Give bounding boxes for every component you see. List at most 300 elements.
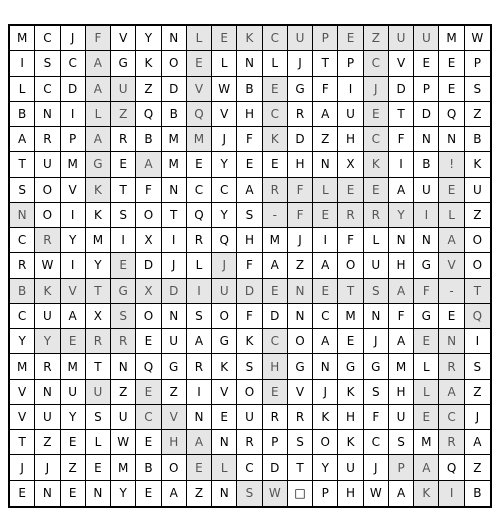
grid-cell[interactable]: E: [364, 178, 389, 203]
grid-cell[interactable]: U: [389, 405, 414, 430]
grid-cell[interactable]: R: [111, 329, 136, 354]
grid-cell[interactable]: B: [136, 127, 161, 152]
grid-cell[interactable]: A: [313, 253, 338, 278]
grid-cell[interactable]: U: [111, 77, 136, 102]
grid-cell[interactable]: W: [212, 77, 237, 102]
grid-cell[interactable]: Y: [35, 329, 60, 354]
grid-cell[interactable]: E: [111, 253, 136, 278]
grid-cell[interactable]: K: [86, 178, 111, 203]
grid-cell[interactable]: E: [263, 279, 288, 304]
grid-cell[interactable]: L: [10, 77, 35, 102]
grid-cell[interactable]: G: [414, 304, 439, 329]
grid-cell[interactable]: U: [364, 253, 389, 278]
grid-cell[interactable]: R: [35, 354, 60, 379]
grid-cell[interactable]: A: [187, 329, 212, 354]
grid-cell[interactable]: P: [61, 127, 86, 152]
grid-cell[interactable]: T: [313, 51, 338, 76]
grid-cell[interactable]: J: [364, 455, 389, 480]
grid-cell[interactable]: C: [35, 26, 60, 51]
grid-cell[interactable]: S: [364, 279, 389, 304]
grid-cell[interactable]: K: [313, 405, 338, 430]
grid-cell[interactable]: A: [313, 102, 338, 127]
grid-cell[interactable]: K: [86, 203, 111, 228]
grid-cell[interactable]: N: [187, 405, 212, 430]
grid-cell[interactable]: F: [338, 228, 363, 253]
grid-cell[interactable]: O: [465, 228, 490, 253]
grid-cell[interactable]: R: [439, 430, 464, 455]
grid-cell[interactable]: E: [263, 152, 288, 177]
grid-cell[interactable]: Q: [465, 304, 490, 329]
grid-cell[interactable]: P: [465, 51, 490, 76]
grid-cell[interactable]: E: [136, 430, 161, 455]
grid-cell[interactable]: Z: [35, 430, 60, 455]
grid-cell[interactable]: P: [313, 26, 338, 51]
grid-cell[interactable]: A: [389, 329, 414, 354]
grid-cell[interactable]: C: [263, 329, 288, 354]
grid-cell[interactable]: N: [111, 354, 136, 379]
grid-cell[interactable]: R: [187, 354, 212, 379]
grid-cell[interactable]: G: [288, 354, 313, 379]
grid-cell[interactable]: N: [35, 380, 60, 405]
grid-cell[interactable]: A: [389, 178, 414, 203]
grid-cell[interactable]: X: [136, 279, 161, 304]
grid-cell[interactable]: I: [111, 228, 136, 253]
grid-cell[interactable]: H: [237, 102, 262, 127]
grid-cell[interactable]: O: [313, 430, 338, 455]
grid-cell[interactable]: L: [439, 203, 464, 228]
grid-cell[interactable]: E: [237, 152, 262, 177]
grid-cell[interactable]: M: [162, 127, 187, 152]
grid-cell[interactable]: M: [263, 228, 288, 253]
grid-cell[interactable]: C: [10, 228, 35, 253]
grid-cell[interactable]: J: [10, 455, 35, 480]
grid-cell[interactable]: R: [86, 329, 111, 354]
grid-cell[interactable]: Y: [10, 329, 35, 354]
grid-cell[interactable]: E: [111, 152, 136, 177]
grid-cell[interactable]: J: [212, 253, 237, 278]
grid-cell[interactable]: W: [35, 253, 60, 278]
grid-cell[interactable]: I: [439, 481, 464, 506]
grid-cell[interactable]: E: [187, 152, 212, 177]
grid-cell[interactable]: -: [439, 279, 464, 304]
grid-cell[interactable]: A: [389, 481, 414, 506]
grid-cell[interactable]: V: [10, 380, 35, 405]
grid-cell[interactable]: K: [237, 26, 262, 51]
grid-cell[interactable]: -: [263, 203, 288, 228]
grid-cell[interactable]: I: [61, 102, 86, 127]
grid-cell[interactable]: V: [10, 405, 35, 430]
grid-cell[interactable]: I: [10, 51, 35, 76]
grid-cell[interactable]: E: [263, 77, 288, 102]
grid-cell[interactable]: H: [237, 228, 262, 253]
grid-cell[interactable]: A: [10, 127, 35, 152]
grid-cell[interactable]: F: [364, 405, 389, 430]
grid-cell[interactable]: U: [414, 26, 439, 51]
grid-cell[interactable]: E: [313, 203, 338, 228]
grid-cell[interactable]: N: [414, 127, 439, 152]
grid-cell[interactable]: H: [162, 430, 187, 455]
grid-cell[interactable]: K: [237, 329, 262, 354]
grid-cell[interactable]: M: [414, 430, 439, 455]
grid-cell[interactable]: L: [86, 430, 111, 455]
grid-cell[interactable]: B: [473, 486, 482, 501]
grid-cell[interactable]: E: [187, 455, 212, 480]
grid-cell[interactable]: E: [338, 26, 363, 51]
grid-cell[interactable]: N: [35, 481, 60, 506]
grid-cell[interactable]: T: [288, 455, 313, 480]
grid-cell[interactable]: R: [263, 178, 288, 203]
grid-cell[interactable]: I: [338, 77, 363, 102]
grid-cell[interactable]: E: [313, 279, 338, 304]
grid-cell[interactable]: U: [111, 405, 136, 430]
grid-cell[interactable]: R: [263, 405, 288, 430]
grid-cell[interactable]: J: [162, 253, 187, 278]
grid-cell[interactable]: J: [61, 26, 86, 51]
grid-cell[interactable]: O: [35, 203, 60, 228]
grid-cell[interactable]: V: [162, 405, 187, 430]
grid-cell[interactable]: B: [10, 279, 35, 304]
grid-cell[interactable]: E: [338, 329, 363, 354]
grid-cell[interactable]: E: [61, 329, 86, 354]
grid-cell[interactable]: N: [10, 203, 35, 228]
grid-cell[interactable]: □: [288, 481, 313, 506]
grid-cell[interactable]: D: [263, 455, 288, 480]
grid-cell[interactable]: Z: [162, 380, 187, 405]
grid-cell[interactable]: W: [111, 430, 136, 455]
grid-cell[interactable]: T: [162, 203, 187, 228]
grid-cell[interactable]: E: [212, 26, 237, 51]
grid-cell[interactable]: N: [389, 228, 414, 253]
grid-cell[interactable]: V: [439, 253, 464, 278]
grid-cell[interactable]: G: [212, 329, 237, 354]
grid-cell[interactable]: C: [61, 51, 86, 76]
grid-cell[interactable]: F: [389, 304, 414, 329]
grid-cell[interactable]: A: [439, 380, 464, 405]
grid-cell[interactable]: J: [288, 228, 313, 253]
grid-cell[interactable]: A: [237, 178, 262, 203]
grid-cell[interactable]: N: [414, 228, 439, 253]
grid-cell[interactable]: E: [439, 304, 464, 329]
grid-cell[interactable]: T: [389, 102, 414, 127]
grid-cell[interactable]: I: [162, 228, 187, 253]
grid-cell[interactable]: S: [237, 481, 262, 506]
grid-cell[interactable]: D: [389, 77, 414, 102]
grid-cell[interactable]: D: [263, 304, 288, 329]
grid-cell[interactable]: B: [10, 102, 35, 127]
grid-cell[interactable]: D: [61, 77, 86, 102]
grid-cell[interactable]: R: [338, 203, 363, 228]
grid-cell[interactable]: M: [389, 354, 414, 379]
grid-cell[interactable]: B: [414, 152, 439, 177]
grid-cell[interactable]: N: [288, 279, 313, 304]
grid-cell[interactable]: U: [86, 380, 111, 405]
grid-cell[interactable]: I: [187, 279, 212, 304]
grid-cell[interactable]: V: [389, 51, 414, 76]
grid-cell[interactable]: J: [364, 77, 389, 102]
grid-cell[interactable]: K: [35, 279, 60, 304]
grid-cell[interactable]: K: [338, 380, 363, 405]
grid-cell[interactable]: J: [313, 380, 338, 405]
grid-cell[interactable]: F: [288, 203, 313, 228]
grid-cell[interactable]: E: [136, 329, 161, 354]
grid-cell[interactable]: C: [237, 455, 262, 480]
grid-cell[interactable]: D: [136, 253, 161, 278]
grid-cell[interactable]: E: [338, 178, 363, 203]
grid-cell[interactable]: Y: [313, 455, 338, 480]
grid-cell[interactable]: C: [212, 178, 237, 203]
grid-cell[interactable]: G: [414, 253, 439, 278]
grid-cell[interactable]: G: [111, 51, 136, 76]
grid-cell[interactable]: J: [288, 51, 313, 76]
grid-cell[interactable]: L: [263, 51, 288, 76]
grid-cell[interactable]: R: [35, 228, 60, 253]
grid-cell[interactable]: X: [86, 304, 111, 329]
grid-cell[interactable]: M: [162, 152, 187, 177]
grid-cell[interactable]: N: [162, 304, 187, 329]
grid-cell[interactable]: E: [414, 329, 439, 354]
grid-cell[interactable]: V: [288, 380, 313, 405]
grid-cell[interactable]: U: [288, 26, 313, 51]
grid-cell[interactable]: A: [61, 304, 86, 329]
grid-cell[interactable]: F: [313, 77, 338, 102]
grid-cell[interactable]: N: [313, 152, 338, 177]
grid-cell[interactable]: C: [439, 405, 464, 430]
grid-cell[interactable]: O: [288, 329, 313, 354]
grid-cell[interactable]: B: [237, 77, 262, 102]
grid-cell[interactable]: B: [465, 127, 490, 152]
grid-cell[interactable]: D: [162, 279, 187, 304]
grid-cell[interactable]: G: [162, 354, 187, 379]
grid-cell[interactable]: Q: [212, 228, 237, 253]
grid-cell[interactable]: Z: [465, 380, 490, 405]
grid-cell[interactable]: G: [111, 279, 136, 304]
grid-cell[interactable]: S: [465, 77, 490, 102]
grid-cell[interactable]: Y: [111, 481, 136, 506]
grid-cell[interactable]: E: [61, 430, 86, 455]
grid-cell[interactable]: S: [364, 380, 389, 405]
grid-cell[interactable]: W: [364, 481, 389, 506]
grid-cell[interactable]: L: [313, 178, 338, 203]
grid-cell[interactable]: H: [389, 253, 414, 278]
grid-cell[interactable]: S: [111, 203, 136, 228]
grid-cell[interactable]: F: [86, 26, 111, 51]
grid-cell[interactable]: U: [389, 26, 414, 51]
grid-cell[interactable]: N: [439, 329, 464, 354]
grid-cell[interactable]: Z: [187, 481, 212, 506]
grid-cell[interactable]: P: [313, 481, 338, 506]
grid-cell[interactable]: U: [465, 178, 490, 203]
grid-cell[interactable]: A: [86, 51, 111, 76]
grid-cell[interactable]: G: [288, 77, 313, 102]
grid-cell[interactable]: Q: [187, 102, 212, 127]
grid-cell[interactable]: R: [237, 430, 262, 455]
grid-cell[interactable]: K: [136, 51, 161, 76]
grid-cell[interactable]: F: [237, 127, 262, 152]
grid-cell[interactable]: R: [187, 228, 212, 253]
grid-cell[interactable]: J: [465, 405, 490, 430]
grid-cell[interactable]: Q: [439, 455, 464, 480]
grid-cell[interactable]: T: [10, 430, 35, 455]
grid-cell[interactable]: M: [187, 127, 212, 152]
grid-cell[interactable]: F: [237, 304, 262, 329]
grid-cell[interactable]: X: [136, 228, 161, 253]
grid-cell[interactable]: I: [389, 152, 414, 177]
grid-cell[interactable]: I: [414, 203, 439, 228]
grid-cell[interactable]: G: [338, 354, 363, 379]
grid-cell[interactable]: T: [10, 152, 35, 177]
grid-cell[interactable]: Q: [187, 203, 212, 228]
grid-cell[interactable]: C: [187, 178, 212, 203]
grid-cell[interactable]: F: [389, 127, 414, 152]
grid-cell[interactable]: L: [86, 102, 111, 127]
grid-cell[interactable]: O: [35, 178, 60, 203]
grid-cell[interactable]: Z: [111, 380, 136, 405]
grid-cell[interactable]: Z: [136, 77, 161, 102]
grid-cell[interactable]: R: [439, 354, 464, 379]
grid-cell[interactable]: A: [136, 152, 161, 177]
grid-cell[interactable]: P: [414, 77, 439, 102]
grid-cell[interactable]: L: [212, 51, 237, 76]
grid-cell[interactable]: Z: [465, 455, 490, 480]
grid-cell[interactable]: E: [61, 481, 86, 506]
grid-cell[interactable]: Q: [439, 102, 464, 127]
grid-cell[interactable]: Z: [313, 127, 338, 152]
grid-cell[interactable]: Z: [288, 253, 313, 278]
grid-cell[interactable]: Y: [212, 203, 237, 228]
grid-cell[interactable]: E: [136, 481, 161, 506]
grid-cell[interactable]: A: [439, 228, 464, 253]
grid-cell[interactable]: E: [439, 77, 464, 102]
grid-cell[interactable]: O: [338, 253, 363, 278]
grid-cell[interactable]: N: [212, 481, 237, 506]
grid-cell[interactable]: F: [288, 178, 313, 203]
grid-cell[interactable]: C: [35, 77, 60, 102]
grid-cell[interactable]: C: [364, 430, 389, 455]
grid-cell[interactable]: N: [86, 481, 111, 506]
grid-cell[interactable]: Y: [61, 228, 86, 253]
grid-cell[interactable]: Z: [465, 102, 490, 127]
grid-cell[interactable]: C: [136, 405, 161, 430]
grid-cell[interactable]: O: [162, 51, 187, 76]
grid-cell[interactable]: A: [313, 329, 338, 354]
grid-cell[interactable]: U: [338, 102, 363, 127]
grid-cell[interactable]: L: [212, 455, 237, 480]
grid-cell[interactable]: H: [288, 152, 313, 177]
grid-cell[interactable]: M: [10, 26, 35, 51]
grid-cell[interactable]: E: [10, 481, 35, 506]
grid-cell[interactable]: S: [389, 430, 414, 455]
grid-cell[interactable]: I: [187, 380, 212, 405]
grid-cell[interactable]: Q: [136, 354, 161, 379]
grid-cell[interactable]: Y: [212, 152, 237, 177]
grid-cell[interactable]: M: [61, 152, 86, 177]
grid-cell[interactable]: H: [338, 481, 363, 506]
grid-cell[interactable]: E: [263, 380, 288, 405]
grid-cell[interactable]: F: [414, 279, 439, 304]
grid-cell[interactable]: O: [136, 304, 161, 329]
grid-cell[interactable]: O: [136, 203, 161, 228]
grid-cell[interactable]: I: [465, 329, 490, 354]
grid-cell[interactable]: Z: [364, 26, 389, 51]
grid-cell[interactable]: S: [187, 304, 212, 329]
grid-cell[interactable]: C: [263, 26, 288, 51]
grid-cell[interactable]: T: [465, 279, 490, 304]
grid-cell[interactable]: K: [364, 152, 389, 177]
grid-cell[interactable]: H: [338, 127, 363, 152]
grid-cell[interactable]: K: [263, 127, 288, 152]
grid-cell[interactable]: C: [364, 51, 389, 76]
grid-cell[interactable]: L: [187, 26, 212, 51]
grid-cell[interactable]: H: [338, 405, 363, 430]
grid-cell[interactable]: A: [86, 127, 111, 152]
grid-cell[interactable]: E: [414, 51, 439, 76]
grid-cell[interactable]: L: [187, 253, 212, 278]
grid-cell[interactable]: C: [263, 102, 288, 127]
grid-cell[interactable]: U: [61, 380, 86, 405]
grid-cell[interactable]: K: [338, 430, 363, 455]
grid-cell[interactable]: !: [439, 152, 464, 177]
grid-cell[interactable]: A: [162, 481, 187, 506]
grid-cell[interactable]: E: [439, 51, 464, 76]
grid-cell[interactable]: O: [465, 253, 490, 278]
grid-cell[interactable]: E: [364, 102, 389, 127]
grid-cell[interactable]: D: [414, 102, 439, 127]
grid-cell[interactable]: S: [111, 304, 136, 329]
grid-cell[interactable]: E: [136, 380, 161, 405]
grid-cell[interactable]: N: [237, 51, 262, 76]
grid-cell[interactable]: M: [86, 228, 111, 253]
grid-cell[interactable]: E: [86, 455, 111, 480]
grid-cell[interactable]: C: [364, 127, 389, 152]
grid-cell[interactable]: V: [61, 178, 86, 203]
grid-cell[interactable]: S: [465, 354, 490, 379]
grid-cell[interactable]: I: [313, 228, 338, 253]
grid-cell[interactable]: M: [439, 26, 464, 51]
grid-cell[interactable]: U: [35, 405, 60, 430]
grid-cell[interactable]: V: [61, 279, 86, 304]
grid-cell[interactable]: A: [263, 253, 288, 278]
grid-cell[interactable]: N: [313, 354, 338, 379]
grid-cell[interactable]: M: [111, 455, 136, 480]
grid-cell[interactable]: Z: [61, 455, 86, 480]
grid-cell[interactable]: R: [35, 127, 60, 152]
grid-cell[interactable]: G: [86, 152, 111, 177]
grid-cell[interactable]: Y: [389, 203, 414, 228]
grid-cell[interactable]: V: [187, 77, 212, 102]
grid-cell[interactable]: A: [86, 77, 111, 102]
grid-cell[interactable]: S: [237, 203, 262, 228]
grid-cell[interactable]: O: [162, 455, 187, 480]
grid-cell[interactable]: M: [61, 354, 86, 379]
grid-cell[interactable]: I: [61, 203, 86, 228]
grid-cell[interactable]: T: [111, 178, 136, 203]
grid-cell[interactable]: W: [263, 481, 288, 506]
grid-cell[interactable]: M: [338, 304, 363, 329]
grid-cell[interactable]: H: [389, 380, 414, 405]
grid-cell[interactable]: U: [414, 178, 439, 203]
grid-cell[interactable]: N: [162, 178, 187, 203]
grid-cell[interactable]: E: [439, 178, 464, 203]
grid-cell[interactable]: Y: [86, 253, 111, 278]
grid-cell[interactable]: J: [212, 127, 237, 152]
grid-cell[interactable]: D: [288, 127, 313, 152]
grid-cell[interactable]: R: [288, 102, 313, 127]
grid-cell[interactable]: H: [263, 354, 288, 379]
grid-cell[interactable]: U: [162, 329, 187, 354]
grid-cell[interactable]: Z: [111, 102, 136, 127]
grid-cell[interactable]: O: [212, 304, 237, 329]
grid-cell[interactable]: U: [338, 455, 363, 480]
